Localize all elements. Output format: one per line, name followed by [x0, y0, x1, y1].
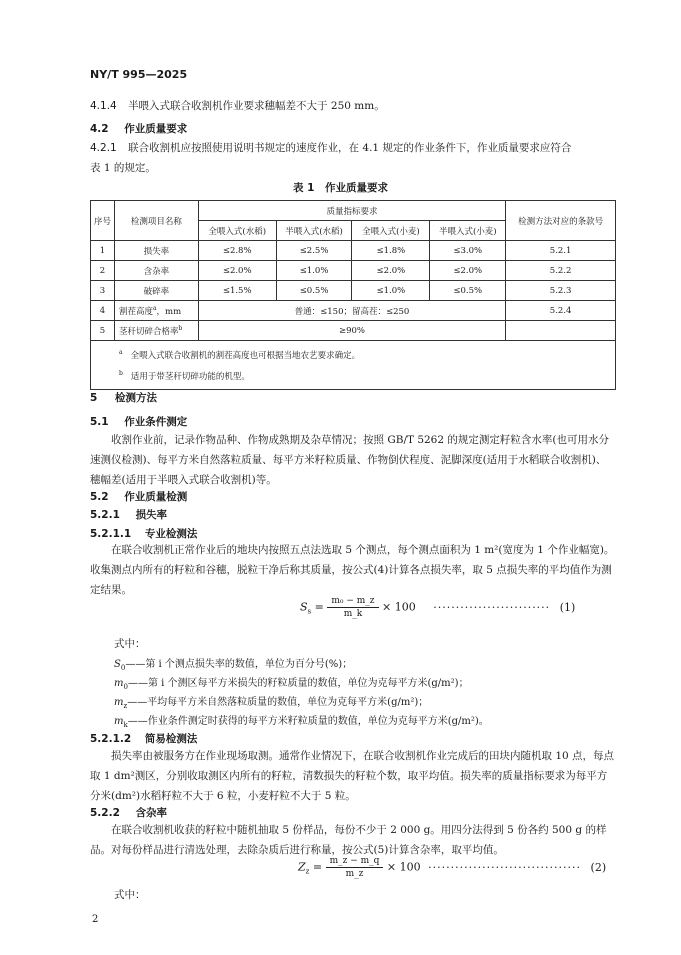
- def-text: ——第 i 个测点损失率的数值，单位为百分号(%)；: [125, 659, 353, 670]
- formula-denominator: m_k: [343, 609, 363, 619]
- section-number: 4.1.4: [90, 100, 117, 112]
- table-caption: 表 1 作业质量要求: [293, 182, 388, 194]
- header-seq: 序号: [91, 201, 115, 241]
- note-text: 全喂入式联合收割机的割茬高度也可根据当地农艺要求确定。: [130, 350, 361, 361]
- section-5-2-1-heading: [90, 507, 167, 522]
- formula-numerator: m_z − m_q: [326, 856, 384, 868]
- cell-item: [114, 321, 198, 341]
- table-row: [91, 321, 616, 341]
- section-5-2-2-heading: [90, 805, 167, 820]
- cell-value: ≤2.0%: [198, 261, 276, 281]
- header-sub-3: 半喂入式(小麦): [430, 221, 506, 241]
- cell-item: 破碎率: [114, 281, 198, 301]
- section-5-2-1-2-body: 损失率由被服务方在作业现场取测。通常作业情况下，在联合收割机作业完成后的田块内随机取 10 点，每点取 1 dm²测区，分别收取测区内所有的籽粒，清数损失的籽粒个数，取平均值。损失率的质量指标要求为每平方分米(dm²)水稻籽粒不大于 6 粒，小麦籽粒不大于 5 粒。: [90, 750, 615, 802]
- formula-lhs: S: [300, 600, 308, 614]
- section-5-2-1-1-heading: [90, 526, 197, 541]
- header-item: 检测项目名称: [114, 201, 198, 241]
- section-4-2-1-continued: 表 1 的规定。: [90, 162, 156, 174]
- doc-id-header: NY/T 995—2025: [90, 68, 188, 81]
- section-5-2-1-2-heading: [90, 731, 197, 746]
- definition-line: [114, 712, 489, 729]
- table-notes: [91, 341, 616, 390]
- footnote-mark: a: [152, 304, 157, 312]
- def-sub: 0: [123, 683, 128, 691]
- table-note: [119, 365, 615, 386]
- section-text: 半喂入式联合收割机作业要求穗幅差不大于 250 mm。: [128, 100, 385, 112]
- formula-fraction: [327, 596, 378, 619]
- formula-tag: (1): [559, 600, 576, 614]
- cell-clause: 5.2.3: [506, 281, 616, 301]
- section-5-1-heading: [90, 414, 187, 429]
- cell-seq: 5: [91, 321, 115, 341]
- section-4-1-4: [90, 98, 385, 113]
- cell-value: ≤2.5%: [276, 241, 352, 261]
- formula-tail: × 100: [382, 600, 416, 614]
- section-text: 联合收割机应按照使用说明书规定的速度作业，在 4.1 规定的作业条件下，作业质量要求应符合: [128, 142, 572, 154]
- where-label-1: 式中：: [114, 638, 146, 650]
- section-5-2-2-body: 在联合收割机收获的籽粒中随机抽取 5 份样品，每份不少于 2 000 g。用四分法得到 5 份各约 500 g 的样品。对每份样品进行清选处理，去除杂质后进行称量，按公式(5)计算含杂率，取平均值。: [90, 824, 607, 856]
- definition-line: [114, 655, 352, 672]
- def-sub: z: [123, 702, 128, 710]
- formula-dots: ··································: [428, 860, 582, 874]
- def-sub: k: [123, 721, 128, 729]
- formula-1: $S_s$ = $\frac{\text{m₀ − m\_z}}{m\_k}$ × 100 ·························· (1): [300, 596, 576, 619]
- cell-value: ≤1.0%: [352, 281, 430, 301]
- table-note: [119, 344, 615, 365]
- def-sub: 0: [120, 664, 126, 672]
- cell-seq: 2: [91, 261, 115, 281]
- cell-item: 损失率: [114, 241, 198, 261]
- section-title: 作业条件测定: [124, 416, 188, 428]
- cell-value: ≤1.5%: [198, 281, 276, 301]
- section-title: 简易检测法: [144, 733, 198, 745]
- def-symbol: m: [114, 697, 124, 708]
- section-title: 作业质量要求: [124, 123, 188, 135]
- cell-clause: 5.2.1: [506, 241, 616, 261]
- def-text: ——平均每平方米自然落粒质量的数值，单位为克每平方米(g/m²)；: [127, 697, 429, 708]
- formula-lhs-sub: s: [307, 607, 312, 616]
- def-symbol: m: [114, 678, 124, 689]
- item-unit: ，mm: [156, 306, 182, 317]
- formula-tag: (2): [590, 860, 607, 874]
- section-number: 4.2: [90, 123, 109, 135]
- section-5-2-1-1-body: 在联合收割机正常作业后的地块内按照五点法选取 5 个测点，每个测点面积为 1 m²(宽度为 1 个作业幅宽)。收集测点内所有的籽粒和谷穗，脱粒干净后称其质量，按公式(4)计算各点损失率，取 5 点损失率的平均值作为测定结果。: [90, 544, 615, 596]
- cell-item: [114, 301, 198, 321]
- formula-2: $Z_z$ = $\frac{m\_z - m\_q}{m\_z}$ × 100 ·································· (2): [298, 856, 607, 879]
- header-method-clause: 检测方法对应的条款号: [506, 201, 616, 241]
- definition-line: [114, 693, 428, 710]
- section-number: 4.2.1: [90, 142, 117, 154]
- cell-value: ≤2.0%: [430, 261, 506, 281]
- item-label: 茎秆切碎合格率: [118, 326, 179, 337]
- section-title: 检测方法: [114, 392, 157, 404]
- page-number: 2: [92, 914, 99, 925]
- table-row: [91, 261, 616, 281]
- cell-clause: 5.2.2: [506, 261, 616, 281]
- section-title: 作业质量检测: [124, 491, 188, 503]
- cell-value: ≤0.5%: [276, 281, 352, 301]
- section-number: 5.2: [90, 491, 109, 503]
- def-symbol: S: [114, 659, 121, 670]
- cell-value: ≤3.0%: [430, 241, 506, 261]
- definition-line: [114, 674, 469, 691]
- cell-value: ≤1.8%: [352, 241, 430, 261]
- def-symbol: m: [114, 716, 124, 727]
- formula-dots: ··························: [433, 600, 551, 614]
- section-title: 含杂率: [135, 807, 168, 819]
- header-quality-group: 质量指标要求: [198, 201, 505, 221]
- formula-tail: × 100: [386, 860, 421, 874]
- where-label-2: 式中：: [114, 889, 146, 901]
- formula-fraction: [326, 856, 384, 879]
- cell-value: ≤2.0%: [352, 261, 430, 281]
- section-5-2-heading: [90, 489, 187, 504]
- def-text: ——第 i 个测区每平方米损失的籽粒质量的数值，单位为克每平方米(g/m²)；: [127, 678, 469, 689]
- item-label: 割茬高度: [118, 306, 153, 317]
- table-row: [91, 281, 616, 301]
- formula-numerator: m₀ − m_z: [327, 596, 378, 608]
- cell-seq: 1: [91, 241, 115, 261]
- cell-value: ≥90%: [198, 321, 505, 341]
- note-text: 适用于带茎秆切碎功能的机型。: [130, 371, 250, 382]
- cell-value: 普通：≤150；留高茬：≤250: [198, 301, 505, 321]
- section-number: 5.2.1.1: [90, 528, 132, 540]
- table-row: [91, 301, 616, 321]
- header-sub-1: 半喂入式(水稻): [276, 221, 352, 241]
- section-number: 5.2.2: [90, 807, 120, 819]
- section-4-2-1: [90, 140, 571, 155]
- quality-requirements-table: [90, 200, 616, 390]
- section-number: 5.2.1: [90, 509, 120, 521]
- section-5-1-body: 收割作业前，记录作物品种、作物成熟期及杂草情况；按照 GB/T 5262 的规定测定籽粒含水率(也可用水分速测仪检测)、每平方米自然落粒质量、每平方米籽粒质量、作物倒伏程度、泥脚深度(适用于水稻联合收割机)、穗幅差(适用于半喂入式联合收割机)等。: [90, 434, 609, 486]
- header-sub-0: 全喂入式(水稻): [198, 221, 276, 241]
- cell-clause: [506, 321, 616, 341]
- section-number: 5.1: [90, 416, 109, 428]
- section-title: 专业检测法: [144, 528, 198, 540]
- table-row: [91, 241, 616, 261]
- header-sub-2: 全喂入式(小麦): [352, 221, 430, 241]
- formula-denominator: m_z: [345, 869, 364, 879]
- section-4-2-heading: [90, 121, 187, 136]
- cell-item: 含杂率: [114, 261, 198, 281]
- footnote-mark: b: [178, 324, 183, 332]
- cell-value: ≤1.0%: [276, 261, 352, 281]
- section-number: 5: [90, 392, 98, 404]
- cell-value: ≤2.8%: [198, 241, 276, 261]
- section-number: 5.2.1.2: [90, 733, 132, 745]
- def-text: ——作业条件测定时获得的每平方米籽粒质量的数值，单位为克每平方米(g/m²)。: [127, 716, 489, 727]
- section-title: 损失率: [135, 509, 168, 521]
- section-5-heading: [90, 390, 157, 405]
- note-mark: b: [119, 369, 123, 377]
- cell-seq: 3: [91, 281, 115, 301]
- formula-lhs: Z: [298, 860, 306, 874]
- note-mark: a: [119, 349, 123, 356]
- cell-seq: 4: [91, 301, 115, 321]
- cell-clause: 5.2.4: [506, 301, 616, 321]
- cell-value: ≤0.5%: [430, 281, 506, 301]
- formula-lhs-sub: z: [305, 867, 310, 876]
